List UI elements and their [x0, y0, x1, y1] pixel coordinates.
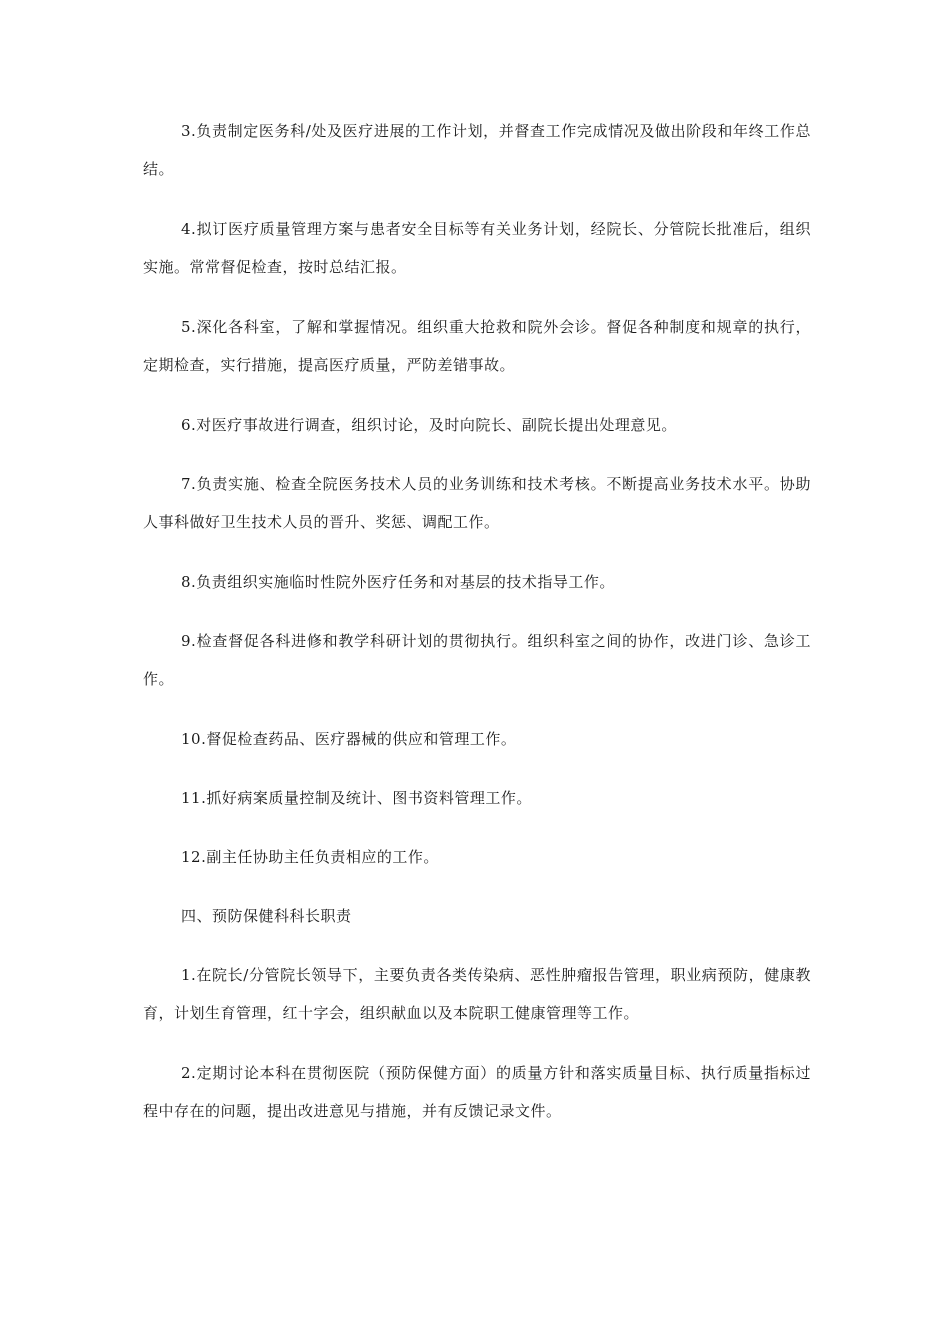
paragraph-item-3: 3.负责制定医务科/处及医疗进展的工作计划，并督查工作完成情况及做出阶段和年终工作总结。 [143, 122, 811, 178]
paragraph-prevention-2: 2.定期讨论本科在贯彻医院（预防保健方面）的质量方针和落实质量目标、执行质量指标过程中存在的问题，提出改进意见与措施，并有反馈记录文件。 [143, 1064, 811, 1120]
paragraph-item-10: 10.督促检查药品、医疗器械的供应和管理工作。 [181, 730, 517, 748]
paragraph-item-8: 8.负责组织实施临时性院外医疗任务和对基层的技术指导工作。 [181, 573, 615, 591]
paragraph-item-12: 12.副主任协助主任负责相应的工作。 [181, 848, 439, 866]
paragraph-prevention-1: 1.在院长/分管院长领导下，主要负责各类传染病、恶性肿瘤报告管理，职业病预防，健康教育，计划生育管理，红十字会，组织献血以及本院职工健康管理等工作。 [143, 966, 811, 1022]
paragraph-item-4: 4.拟订医疗质量管理方案与患者安全目标等有关业务计划，经院长、分管院长批准后，组织实施。常常督促检查，按时总结汇报。 [143, 220, 811, 276]
paragraph-item-5: 5.深化各科室，了解和掌握情况。组织重大抢救和院外会诊。督促各种制度和规章的执行，定期检查，实行措施，提高医疗质量，严防差错事故。 [143, 318, 811, 374]
document-body [143, 112, 811, 1152]
paragraph-item-9: 9.检查督促各科进修和教学科研计划的贯彻执行。组织科室之间的协作，改进门诊、急诊工作。 [143, 632, 811, 688]
paragraph-item-7: 7.负责实施、检查全院医务技术人员的业务训练和技术考核。不断提高业务技术水平。协助人事科做好卫生技术人员的晋升、奖惩、调配工作。 [143, 475, 811, 531]
section-heading-prevention-health: 四、预防保健科科长职责 [181, 907, 352, 925]
paragraph-item-11: 11.抓好病案质量控制及统计、图书资料管理工作。 [181, 789, 532, 807]
paragraph-item-6: 6.对医疗事故进行调查，组织讨论，及时向院长、副院长提出处理意见。 [181, 416, 677, 434]
